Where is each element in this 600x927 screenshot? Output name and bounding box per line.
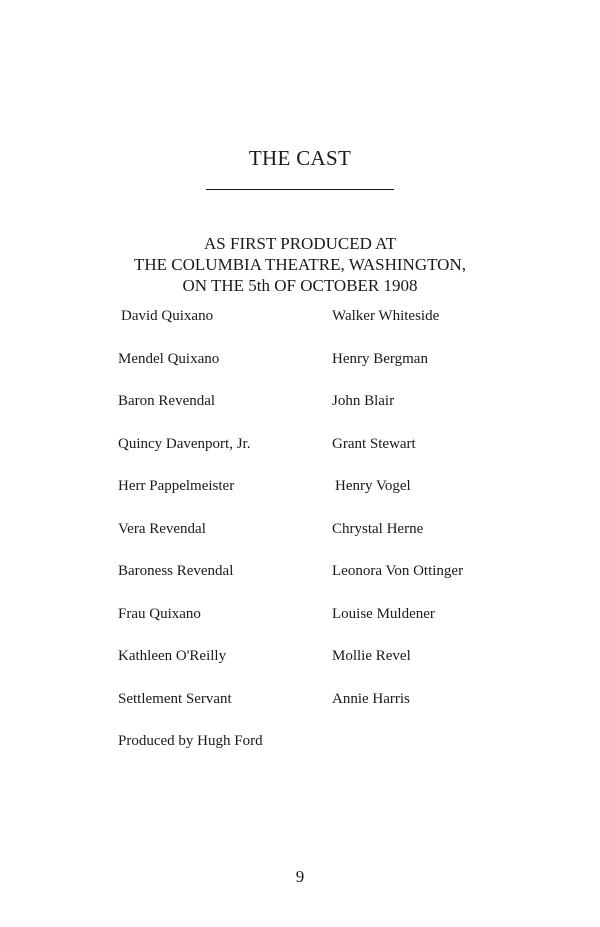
actor-name: Mollie Revel [332, 648, 411, 664]
page-title: THE CAST [248, 146, 352, 170]
title-divider [206, 189, 394, 190]
cast-row [0, 348, 600, 391]
production-note-line: AS FIRST PRODUCED AT [204, 234, 396, 253]
cast-row [0, 560, 600, 603]
cast-row [0, 390, 600, 433]
role-name: Kathleen O'Reilly [118, 648, 227, 664]
actor-name: Leonora Von Ottinger [332, 563, 464, 579]
role-name: Quincy Davenport, Jr. [118, 435, 251, 452]
role-name: David Quixano [121, 308, 214, 324]
actor-name: Annie Harris [332, 690, 410, 707]
cast-list [0, 305, 600, 730]
actor-name: Grant Stewart [332, 435, 416, 452]
producer-credit: Produced by Hugh Ford [118, 733, 263, 749]
cast-row [0, 645, 600, 688]
actor-name: Chrystal Herne [332, 520, 424, 537]
role-name: Vera Revendal [118, 520, 206, 537]
cast-row [0, 305, 600, 348]
cast-row [0, 688, 600, 731]
role-name: Settlement Servant [118, 690, 232, 707]
page-number: 9 [295, 867, 305, 886]
cast-row [0, 475, 600, 518]
role-name: Mendel Quixano [118, 350, 220, 367]
actor-name: Henry Vogel [335, 478, 411, 494]
role-name: Baron Revendal [118, 393, 216, 409]
actor-name: Henry Bergman [332, 350, 428, 367]
role-name: Frau Quixano [118, 605, 201, 622]
production-note-line: THE COLUMBIA THEATRE, WASHINGTON, [134, 255, 466, 274]
role-name: Baroness Revendal [118, 563, 234, 579]
actor-name: Louise Muldener [332, 605, 435, 622]
role-name: Herr Pappelmeister [118, 478, 235, 494]
actor-name: Walker Whiteside [332, 308, 440, 324]
production-note [0, 233, 600, 296]
cast-row [0, 433, 600, 476]
cast-row [0, 518, 600, 561]
cast-row [0, 603, 600, 646]
production-note-line: ON THE 5th OF OCTOBER 1908 [182, 276, 418, 295]
actor-name: John Blair [332, 393, 395, 409]
